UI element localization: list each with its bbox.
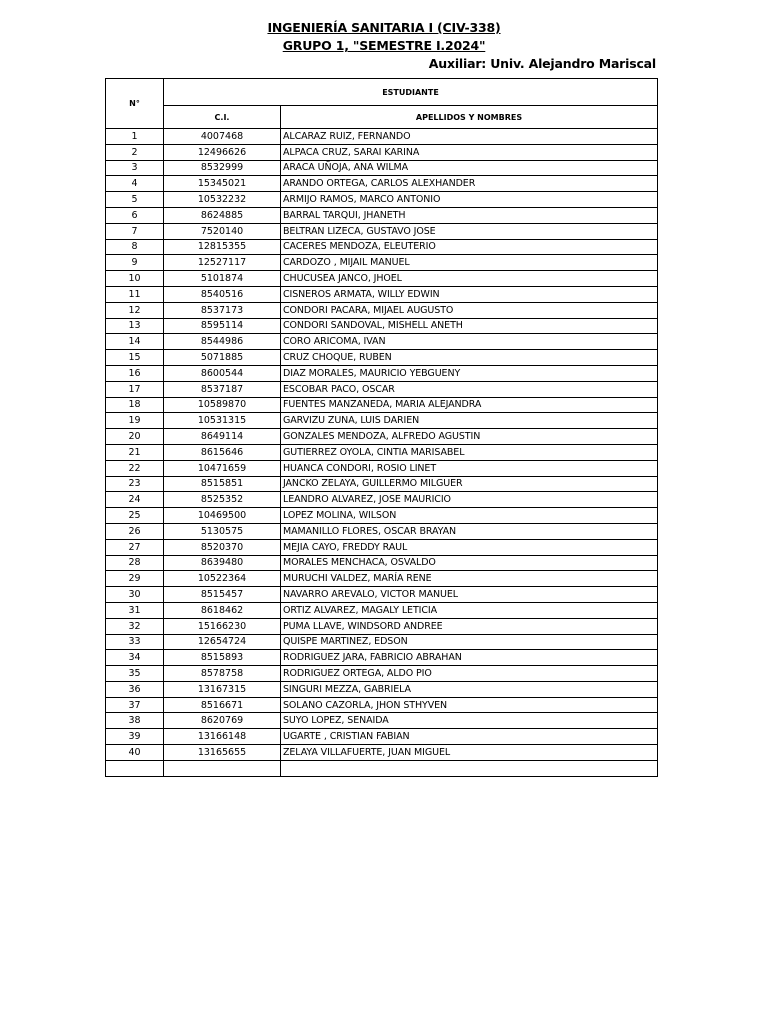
row-ci: 8615646 bbox=[164, 444, 281, 460]
row-number: 28 bbox=[106, 555, 164, 571]
row-ci: 7520140 bbox=[164, 223, 281, 239]
row-name: SUYO LOPEZ, SENAIDA bbox=[281, 713, 658, 729]
row-name: CACERES MENDOZA, ELEUTERIO bbox=[281, 239, 658, 255]
row-ci: 10531315 bbox=[164, 413, 281, 429]
row-name: PUMA LLAVE, WINDSORD ANDREE bbox=[281, 618, 658, 634]
row-number: 22 bbox=[106, 460, 164, 476]
row-ci: 5071885 bbox=[164, 350, 281, 366]
row-name: CHUCUSEA JANCO, JHOEL bbox=[281, 271, 658, 287]
row-name: GONZALES MENDOZA, ALFREDO AGUSTIN bbox=[281, 429, 658, 445]
row-name: SOLANO CAZORLA, JHON STHYVEN bbox=[281, 697, 658, 713]
row-number: 3 bbox=[106, 160, 164, 176]
table-row bbox=[106, 192, 658, 208]
header-number: N° bbox=[106, 79, 164, 129]
row-name bbox=[281, 760, 658, 776]
table-row bbox=[106, 271, 658, 287]
row-number: 15 bbox=[106, 350, 164, 366]
row-name: ZELAYA VILLAFUERTE, JUAN MIGUEL bbox=[281, 745, 658, 761]
row-number: 10 bbox=[106, 271, 164, 287]
row-ci: 8515851 bbox=[164, 476, 281, 492]
row-name: ARACA UÑOJA, ANA WILMA bbox=[281, 160, 658, 176]
table-row bbox=[106, 476, 658, 492]
row-ci: 8649114 bbox=[164, 429, 281, 445]
table-row bbox=[106, 207, 658, 223]
document-title: INGENIERÍA SANITARIA I (CIV-338) bbox=[267, 20, 501, 35]
row-ci: 10522364 bbox=[164, 571, 281, 587]
row-number: 17 bbox=[106, 381, 164, 397]
table-row bbox=[106, 697, 658, 713]
row-number: 21 bbox=[106, 444, 164, 460]
row-number: 5 bbox=[106, 192, 164, 208]
row-number: 32 bbox=[106, 618, 164, 634]
row-name: FUENTES MANZANEDA, MARIA ALEJANDRA bbox=[281, 397, 658, 413]
row-name: QUISPE MARTINEZ, EDSON bbox=[281, 634, 658, 650]
table-row bbox=[106, 176, 658, 192]
table-row bbox=[106, 587, 658, 603]
table-row bbox=[106, 413, 658, 429]
row-ci: 8532999 bbox=[164, 160, 281, 176]
row-name: HUANCA CONDORI, ROSIO LINET bbox=[281, 460, 658, 476]
row-number: 34 bbox=[106, 650, 164, 666]
row-number: 11 bbox=[106, 286, 164, 302]
row-name: ARANDO ORTEGA, CARLOS ALEXHANDER bbox=[281, 176, 658, 192]
table-row bbox=[106, 444, 658, 460]
auxiliar-label: Auxiliar: Univ. Alejandro Mariscal bbox=[428, 56, 656, 71]
row-ci: 8595114 bbox=[164, 318, 281, 334]
table-row bbox=[106, 397, 658, 413]
row-name: SINGURI MEZZA, GABRIELA bbox=[281, 681, 658, 697]
table-row bbox=[106, 618, 658, 634]
row-number: 4 bbox=[106, 176, 164, 192]
row-name: ESCOBAR PACO, OSCAR bbox=[281, 381, 658, 397]
row-number: 9 bbox=[106, 255, 164, 271]
row-name: ARMIJO RAMOS, MARCO ANTONIO bbox=[281, 192, 658, 208]
row-name: ORTIZ ALVAREZ, MAGALY LETICIA bbox=[281, 602, 658, 618]
row-name: GUTIERREZ OYOLA, CINTIA MARISABEL bbox=[281, 444, 658, 460]
table-row bbox=[106, 223, 658, 239]
row-ci: 15345021 bbox=[164, 176, 281, 192]
row-name: CISNEROS ARMATA, WILLY EDWIN bbox=[281, 286, 658, 302]
row-name: DIAZ MORALES, MAURICIO YEBGUENY bbox=[281, 365, 658, 381]
row-name: CARDOZO , MIJAIL MANUEL bbox=[281, 255, 658, 271]
row-number: 31 bbox=[106, 602, 164, 618]
row-name: NAVARRO AREVALO, VICTOR MANUEL bbox=[281, 587, 658, 603]
row-number: 25 bbox=[106, 508, 164, 524]
table-row bbox=[106, 350, 658, 366]
row-number: 24 bbox=[106, 492, 164, 508]
table-row bbox=[106, 729, 658, 745]
row-number bbox=[106, 760, 164, 776]
table-row bbox=[106, 508, 658, 524]
row-number: 18 bbox=[106, 397, 164, 413]
row-ci: 12496626 bbox=[164, 144, 281, 160]
row-number: 7 bbox=[106, 223, 164, 239]
row-ci: 8540516 bbox=[164, 286, 281, 302]
table-row bbox=[106, 650, 658, 666]
row-number: 13 bbox=[106, 318, 164, 334]
table-row bbox=[106, 745, 658, 761]
row-ci: 8600544 bbox=[164, 365, 281, 381]
row-ci: 10532232 bbox=[164, 192, 281, 208]
table-row bbox=[106, 286, 658, 302]
row-ci: 8520370 bbox=[164, 539, 281, 555]
row-name: GARVIZU ZUNA, LUIS DARIEN bbox=[281, 413, 658, 429]
row-name: ALCARAZ RUIZ, FERNANDO bbox=[281, 129, 658, 145]
row-number: 39 bbox=[106, 729, 164, 745]
table-row bbox=[106, 365, 658, 381]
table-row bbox=[106, 666, 658, 682]
row-number: 30 bbox=[106, 587, 164, 603]
table-row bbox=[106, 571, 658, 587]
row-ci: 13166148 bbox=[164, 729, 281, 745]
row-ci: 8537187 bbox=[164, 381, 281, 397]
row-ci: 5130575 bbox=[164, 523, 281, 539]
row-number: 20 bbox=[106, 429, 164, 445]
table-row bbox=[106, 429, 658, 445]
row-number: 29 bbox=[106, 571, 164, 587]
header-student: ESTUDIANTE bbox=[164, 79, 658, 106]
row-ci: 13165655 bbox=[164, 745, 281, 761]
group-subtitle: GRUPO 1, "SEMESTRE I.2024" bbox=[282, 38, 486, 53]
row-name: ALPACA CRUZ, SARAI KARINA bbox=[281, 144, 658, 160]
row-ci: 8578758 bbox=[164, 666, 281, 682]
row-ci: 12527117 bbox=[164, 255, 281, 271]
row-name: LOPEZ MOLINA, WILSON bbox=[281, 508, 658, 524]
row-ci bbox=[164, 760, 281, 776]
row-name: CRUZ CHOQUE, RUBEN bbox=[281, 350, 658, 366]
row-ci: 13167315 bbox=[164, 681, 281, 697]
row-ci: 4007468 bbox=[164, 129, 281, 145]
row-name: MAMANILLO FLORES, OSCAR BRAYAN bbox=[281, 523, 658, 539]
row-number: 23 bbox=[106, 476, 164, 492]
table-row bbox=[106, 129, 658, 145]
row-ci: 8525352 bbox=[164, 492, 281, 508]
header-ci: C.I. bbox=[164, 106, 281, 129]
row-ci: 8516671 bbox=[164, 697, 281, 713]
row-number: 14 bbox=[106, 334, 164, 350]
row-ci: 12654724 bbox=[164, 634, 281, 650]
row-ci: 5101874 bbox=[164, 271, 281, 287]
table-row bbox=[106, 302, 658, 318]
row-ci: 15166230 bbox=[164, 618, 281, 634]
row-number: 1 bbox=[106, 129, 164, 145]
row-number: 26 bbox=[106, 523, 164, 539]
row-name: RODRIGUEZ JARA, FABRICIO ABRAHAN bbox=[281, 650, 658, 666]
table-row bbox=[106, 634, 658, 650]
row-number: 33 bbox=[106, 634, 164, 650]
row-name: CONDORI SANDOVAL, MISHELL ANETH bbox=[281, 318, 658, 334]
row-name: CORO ARICOMA, IVAN bbox=[281, 334, 658, 350]
row-name: BARRAL TARQUI, JHANETH bbox=[281, 207, 658, 223]
row-number: 40 bbox=[106, 745, 164, 761]
row-number: 19 bbox=[106, 413, 164, 429]
row-name: MURUCHI VALDEZ, MARÍA RENE bbox=[281, 571, 658, 587]
table-row bbox=[106, 492, 658, 508]
row-number: 37 bbox=[106, 697, 164, 713]
row-number: 35 bbox=[106, 666, 164, 682]
table-row bbox=[106, 255, 658, 271]
table-row bbox=[106, 681, 658, 697]
row-name: UGARTE , CRISTIAN FABIAN bbox=[281, 729, 658, 745]
table-row bbox=[106, 713, 658, 729]
row-number: 38 bbox=[106, 713, 164, 729]
student-table bbox=[105, 78, 658, 777]
row-ci: 8620769 bbox=[164, 713, 281, 729]
row-name: CONDORI PACARA, MIJAEL AUGUSTO bbox=[281, 302, 658, 318]
header-names: APELLIDOS Y NOMBRES bbox=[281, 106, 658, 129]
row-name: MORALES MENCHACA, OSVALDO bbox=[281, 555, 658, 571]
row-number: 8 bbox=[106, 239, 164, 255]
table-row bbox=[106, 381, 658, 397]
table-row bbox=[106, 460, 658, 476]
row-ci: 8515457 bbox=[164, 587, 281, 603]
row-name: MEJIA CAYO, FREDDY RAUL bbox=[281, 539, 658, 555]
row-ci: 8639480 bbox=[164, 555, 281, 571]
row-ci: 8618462 bbox=[164, 602, 281, 618]
table-row bbox=[106, 160, 658, 176]
row-ci: 10589870 bbox=[164, 397, 281, 413]
table-row bbox=[106, 334, 658, 350]
row-number: 6 bbox=[106, 207, 164, 223]
row-number: 12 bbox=[106, 302, 164, 318]
table-row bbox=[106, 555, 658, 571]
row-ci: 8624885 bbox=[164, 207, 281, 223]
row-ci: 8537173 bbox=[164, 302, 281, 318]
row-name: LEANDRO ALVAREZ, JOSE MAURICIO bbox=[281, 492, 658, 508]
row-number: 36 bbox=[106, 681, 164, 697]
table-row bbox=[106, 760, 658, 776]
table-row bbox=[106, 602, 658, 618]
row-ci: 8544986 bbox=[164, 334, 281, 350]
row-ci: 10469500 bbox=[164, 508, 281, 524]
row-ci: 12815355 bbox=[164, 239, 281, 255]
row-number: 27 bbox=[106, 539, 164, 555]
row-number: 2 bbox=[106, 144, 164, 160]
table-row bbox=[106, 539, 658, 555]
table-row bbox=[106, 523, 658, 539]
table-row bbox=[106, 239, 658, 255]
row-name: RODRIGUEZ ORTEGA, ALDO PIO bbox=[281, 666, 658, 682]
row-name: JANCKO ZELAYA, GUILLERMO MILGUER bbox=[281, 476, 658, 492]
row-ci: 8515893 bbox=[164, 650, 281, 666]
row-ci: 10471659 bbox=[164, 460, 281, 476]
row-number: 16 bbox=[106, 365, 164, 381]
row-name: BELTRAN LIZECA, GUSTAVO JOSE bbox=[281, 223, 658, 239]
table-row bbox=[106, 144, 658, 160]
table-row bbox=[106, 318, 658, 334]
